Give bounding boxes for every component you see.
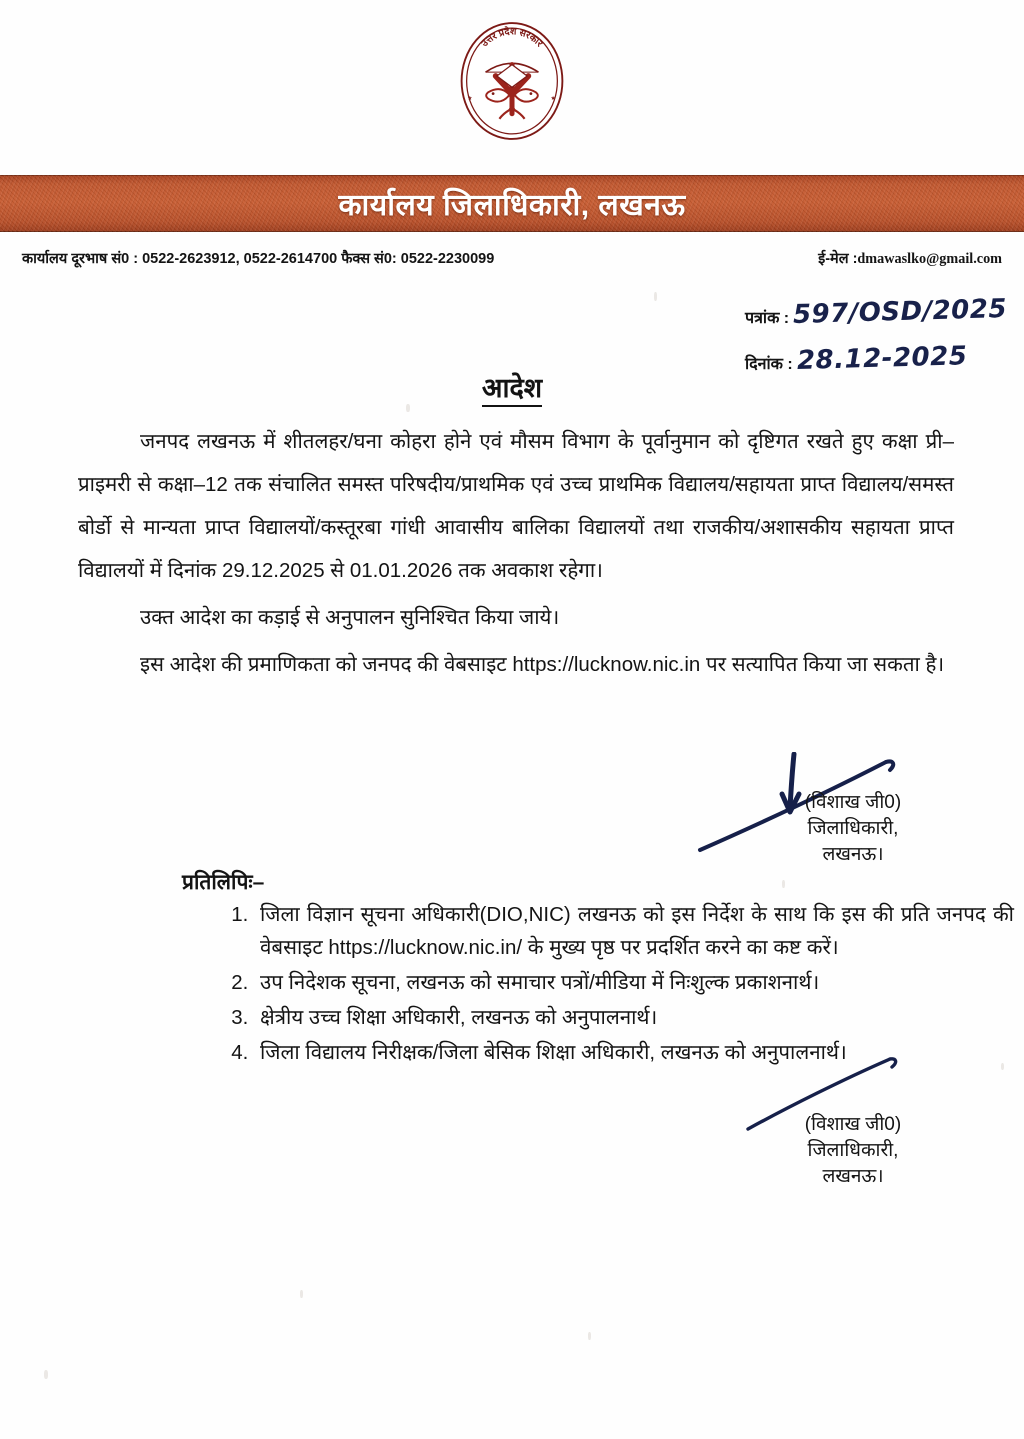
signatory-designation-top: जिलाधिकारी,	[807, 818, 899, 839]
email-line	[818, 248, 1002, 268]
date-value: 28.12-2025	[796, 341, 968, 376]
scan-speck	[654, 292, 657, 301]
letter-number-label: पत्रांक :	[745, 310, 790, 327]
document-title-text: आदेश	[482, 373, 542, 407]
copy-to-label: प्रतिलिपिः–	[182, 871, 265, 894]
emblem-container	[0, 18, 1024, 158]
list-item: 4. जिला विद्यालय निरीक्षक/जिला बेसिक शिक्षा अधिकारी, लखनऊ को अनुपालनार्थ।	[254, 1036, 1014, 1069]
email-label: ई-मेल :	[818, 251, 858, 267]
contact-row	[22, 248, 1002, 268]
scan-speck	[44, 1370, 48, 1379]
paragraph-main: जनपद लखनऊ में शीतलहर/घना कोहरा होने एवं मौसम विभाग के पूर्वानुमान को दृष्टिगत रखते हुए कक्षा प्री–प्राइमरी से कक्षा–12 तक संचालित समस्त परिषदीय/प्राथमिक एवं उच्च प्राथमिक विद्यालय/सहायता प्राप्त विद्यालय/समस्त बोर्डो से मान्यता प्राप्त विद्यालयों/कस्तूरबा गांधी आवासीय बालिका विद्यालयों तथा राजकीय/अशासकीय सहायता प्राप्त विद्यालयों में दिनांक 29.12.2025 से 01.01.2026 तक अवकाश रहेगा।	[78, 430, 954, 582]
scan-speck	[588, 1332, 591, 1340]
paragraph-verification: इस आदेश की प्रमाणिकता को जनपद की वेबसाइट https://lucknow.nic.in पर सत्यापित किया जा सकता है।	[140, 653, 945, 676]
signatory-place-top: लखनऊ।	[822, 844, 884, 865]
svg-text:उत्तर प्रदेश सरकार: उत्तर प्रदेश सरकार	[479, 26, 545, 50]
signatory-name-top: (विशाख जी0)	[804, 792, 902, 813]
letter-number-row	[745, 294, 1015, 330]
scan-speck	[300, 1290, 303, 1298]
scan-speck	[782, 880, 785, 888]
date-label: दिनांक :	[745, 356, 793, 373]
signatory-place-bottom: लखनऊ।	[822, 1166, 884, 1187]
document-title	[0, 368, 1024, 405]
uttar-pradesh-government-emblem	[449, 18, 575, 144]
signatory-name-bottom: (विशाख जी0)	[804, 1114, 902, 1135]
list-item: 3. क्षेत्रीय उच्च शिक्षा अधिकारी, लखनऊ को अनुपालनार्थ।	[254, 1001, 1014, 1034]
phone-fax-line: कार्यालय दूरभाष सं0 : 0522-2623912, 0522-2614700 फैक्स सं0: 0522-2230099	[22, 251, 495, 267]
list-item: 2. उप निदेशक सूचना, लखनऊ को समाचार पत्रों/मीडिया में निःशुल्क प्रकाशनार्थ।	[254, 966, 1014, 999]
letter-number-value: 597/OSD/2025	[792, 294, 1008, 330]
paragraph-compliance: उक्त आदेश का कड़ाई से अनुपालन सुनिश्चित किया जाये।	[140, 606, 560, 629]
signature-block-bottom	[748, 1112, 958, 1190]
list-item: 1. जिला विज्ञान सूचना अधिकारी(DIO,NIC) लखनऊ को इस निर्देश के साथ कि इस की प्रति जनपद की वेबसाइट https://lucknow.nic.in/ के मुख्य पृष्ठ पर प्रदर्शित करने का कष्ट करें।	[254, 898, 1014, 964]
scan-speck	[1001, 1063, 1004, 1070]
document-body	[78, 420, 954, 690]
office-title: कार्यालय जिलाधिकारी, लखनऊ	[338, 189, 686, 222]
header-banner	[0, 175, 1024, 232]
signatory-designation-bottom: जिलाधिकारी,	[807, 1140, 899, 1161]
signature-block-top	[748, 790, 958, 868]
email-value: dmawaslko@gmail.com	[857, 251, 1002, 267]
scan-speck	[406, 404, 410, 412]
copy-to-list	[218, 898, 1014, 1071]
